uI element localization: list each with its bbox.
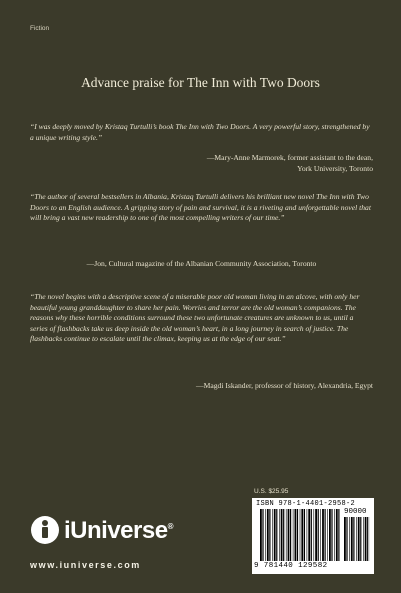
genre-label: Fiction — [30, 25, 50, 32]
price-label: U.S. $25.95 — [254, 488, 289, 495]
barcode-bar — [367, 517, 368, 561]
barcode-bar — [318, 509, 319, 561]
barcode-bar — [265, 509, 266, 561]
barcode-bar — [327, 509, 328, 561]
barcode-bar — [349, 517, 350, 561]
barcode-bar — [353, 517, 354, 561]
barcode-bar — [307, 509, 308, 561]
quote-attribution-2 — [30, 259, 373, 270]
quote-attribution-1 — [207, 153, 373, 174]
barcode-bar — [262, 509, 263, 561]
barcode-bar — [286, 509, 287, 561]
barcode-bar — [269, 509, 270, 561]
attribution-line: —Jon, Cultural magazine of the Albanian Community Association, Toronto — [86, 259, 317, 268]
barcode-bar — [336, 509, 338, 561]
barcode-bar — [297, 509, 298, 561]
barcode-bar — [356, 517, 357, 561]
barcode-bar — [338, 509, 339, 561]
barcode-bar — [260, 509, 262, 561]
barcode-bar — [314, 509, 315, 561]
barcode-bar — [288, 509, 290, 561]
quote-text: “The novel begins with a descriptive scene of a miserable poor old woman living in an alcove, with only her beautiful young granddaughter to share her pain. Worries and terror are the old woman’s companions. The reasons why these horrible conditions surround these two unfortunate creatures are unknown to us, until a series of flashbacks take us deep inside the old woman’s heart, in a long journey in search of justice. The flashbacks continue to escalate until the climax, keeping us at the edge of our seat.” — [30, 292, 360, 344]
barcode-bar — [267, 509, 269, 561]
attribution-line: York University, Toronto — [297, 163, 373, 173]
barcode-bar — [331, 509, 332, 561]
isbn-text: ISBN 978-1-4401-2958-2 — [256, 500, 356, 508]
barcode-bar — [304, 509, 305, 561]
quote-attribution-3 — [196, 381, 373, 392]
barcode-bar — [346, 517, 347, 561]
praise-quote-3 — [30, 292, 372, 345]
publisher-url: www.iuniverse.com — [30, 560, 141, 570]
ean-number: 9 781440 129582 — [254, 562, 328, 570]
barcode-bar — [295, 509, 297, 561]
attribution-line: —Magdi Iskander, professor of history, Alexandria, Egypt — [196, 381, 373, 390]
barcode-bar — [322, 509, 324, 561]
barcode-bar — [281, 509, 283, 561]
praise-quote-1 — [30, 122, 372, 143]
price-addon-text: 90000 — [344, 508, 367, 516]
addon-barcode-bars — [344, 517, 370, 561]
attribution-line: —Mary-Anne Marmorek, former assistant to the dean, — [206, 153, 373, 162]
publisher-logo-icon — [30, 515, 60, 545]
publisher-name: iUniverse® — [64, 517, 173, 544]
barcode-bar — [334, 509, 335, 561]
barcode-bar — [351, 517, 353, 561]
barcode-bar — [320, 509, 321, 561]
barcode-bar — [293, 509, 294, 561]
publisher-logo — [30, 515, 200, 555]
barcode-bar — [308, 509, 310, 561]
barcode-bar — [360, 517, 361, 561]
barcode-bar — [283, 509, 284, 561]
barcode-bar — [344, 517, 346, 561]
barcode — [252, 498, 374, 574]
ean-barcode-bars — [260, 509, 340, 561]
barcode-bar — [290, 509, 291, 561]
barcode-bar — [325, 509, 326, 561]
barcode-bar — [363, 517, 364, 561]
praise-quote-2 — [30, 192, 372, 224]
barcode-bar — [358, 517, 360, 561]
barcode-bar — [276, 509, 277, 561]
barcode-bar — [272, 509, 273, 561]
barcode-bar — [329, 509, 331, 561]
barcode-bar — [365, 517, 367, 561]
barcode-bar — [274, 509, 276, 561]
praise-heading: Advance praise for The Inn with Two Doors — [81, 75, 320, 90]
quote-text: “I was deeply moved by Kristaq Turtulli’s book The Inn with Two Doors. A very powerful story, strengthened by a unique writing style.” — [30, 122, 370, 142]
barcode-bar — [279, 509, 280, 561]
barcode-bar — [311, 509, 312, 561]
barcode-bar — [301, 509, 303, 561]
quote-text: “The author of several bestsellers in Albania, Kristaq Turtulli delivers his brilliant new novel The Inn with Two Doors to an English audience. A gripping story of pain and survival, it is a riveting and unforgettable novel that will bring a vast new readership to one of the most compelling writers of our time.” — [30, 192, 371, 223]
barcode-bar — [315, 509, 317, 561]
barcode-bar — [300, 509, 301, 561]
